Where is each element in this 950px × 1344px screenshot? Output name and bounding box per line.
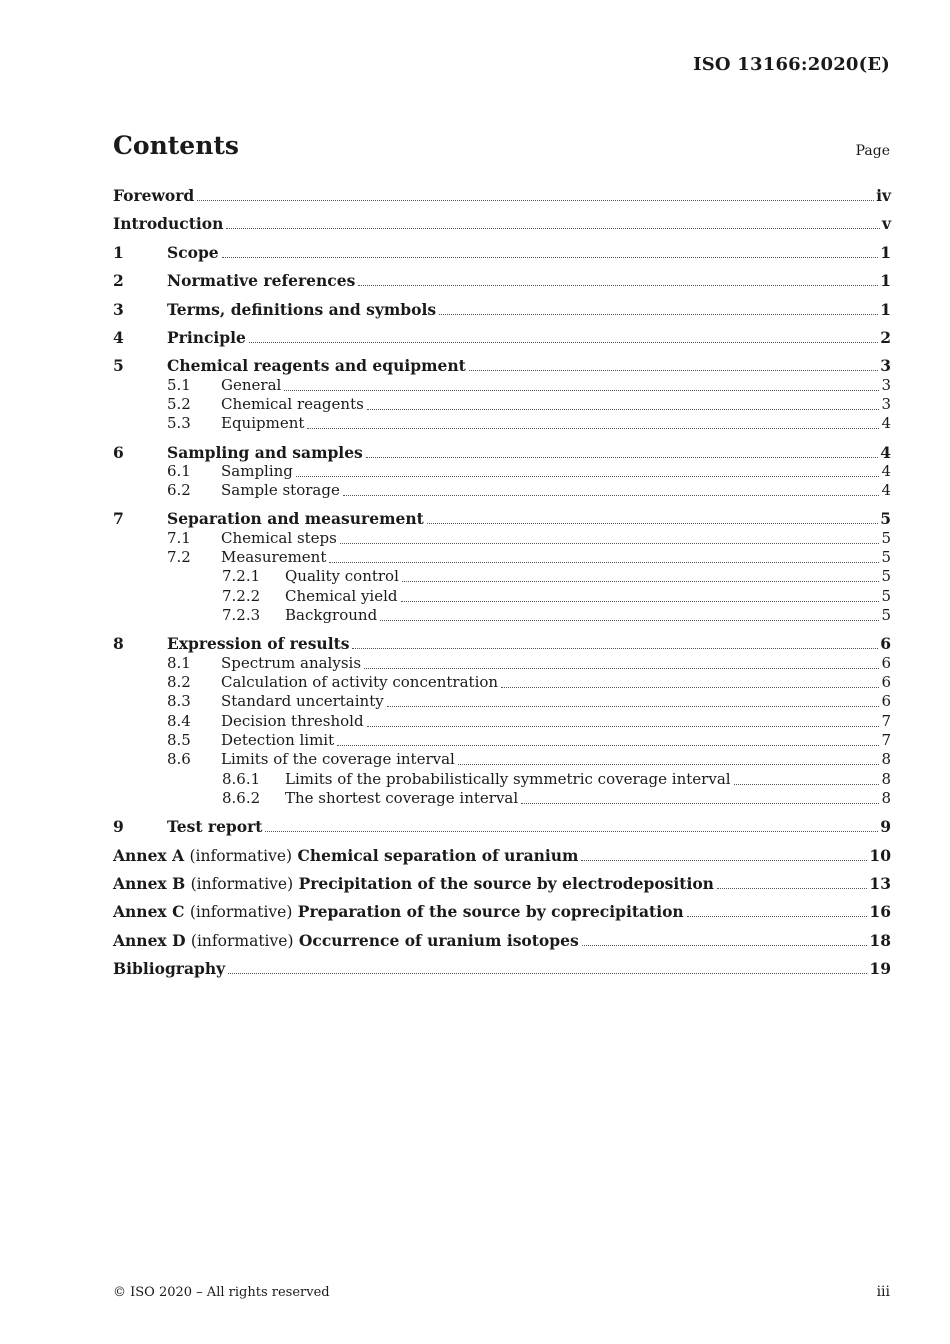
toc-annex-a[interactable]: Annex A (informative) Chemical separation of uranium 10 (113, 846, 891, 865)
toc-entry[interactable]: 5 Chemical reagents and equipment 3 (113, 356, 891, 375)
toc-entry-bibliography[interactable]: Bibliography 19 (113, 959, 891, 978)
dot-leader (427, 522, 878, 524)
dot-leader (687, 915, 868, 917)
dot-leader (402, 580, 880, 582)
toc-entry[interactable]: 4 Principle 2 (113, 328, 891, 347)
dot-leader (307, 427, 879, 429)
dot-leader (197, 199, 874, 201)
toc-subsubentry[interactable]: 7.2.1 Quality control 5 (222, 567, 891, 585)
dot-leader (337, 744, 879, 746)
dot-leader (352, 647, 878, 649)
toc-subentry[interactable]: 8.6 Limits of the coverage interval 8 (167, 750, 891, 768)
dot-leader (222, 256, 879, 258)
toc-annex-c[interactable]: Annex C (informative) Preparation of the source by coprecipitation 16 (113, 902, 891, 921)
dot-leader (582, 944, 868, 946)
toc-subentry[interactable]: 5.3 Equipment 4 (167, 414, 891, 432)
dot-leader (501, 686, 879, 688)
toc-subentry[interactable]: 7.2 Measurement 5 (167, 548, 891, 566)
dot-leader (581, 859, 867, 861)
dot-leader (265, 830, 878, 832)
toc-subentry[interactable]: 5.2 Chemical reagents 3 (167, 395, 891, 413)
toc-subsubentry[interactable]: 7.2.2 Chemical yield 5 (222, 587, 891, 605)
toc-entry[interactable]: 8 Expression of results 6 (113, 634, 891, 653)
footer-copyright: © ISO 2020 – All rights reserved (113, 1285, 330, 1300)
toc-subsubentry[interactable]: 8.6.2 The shortest coverage interval 8 (222, 789, 891, 807)
page-title: Contents (113, 131, 240, 160)
dot-leader (296, 475, 880, 477)
dot-leader (734, 783, 880, 785)
toc-subentry[interactable]: 8.3 Standard uncertainty 6 (167, 692, 891, 710)
dot-leader (358, 284, 878, 286)
toc-subentry[interactable]: 8.2 Calculation of activity concentration 6 (167, 673, 891, 691)
toc-entry-introduction[interactable]: Introduction v (113, 214, 891, 233)
toc-annex-d[interactable]: Annex D (informative) Occurrence of uranium isotopes 18 (113, 931, 891, 950)
dot-leader (366, 456, 878, 458)
dot-leader (284, 389, 879, 391)
toc-entry-foreword[interactable]: Foreword iv (113, 186, 891, 205)
toc-subentry[interactable]: 8.5 Detection limit 7 (167, 731, 891, 749)
toc-subentry[interactable]: 6.2 Sample storage 4 (167, 481, 891, 499)
dot-leader (469, 369, 878, 371)
footer-page-number: iii (876, 1284, 890, 1300)
toc-subsubentry[interactable]: 7.2.3 Background 5 (222, 606, 891, 624)
dot-leader (521, 802, 879, 804)
document-id: ISO 13166:2020(E) (693, 54, 890, 75)
dot-leader (343, 494, 880, 496)
dot-leader (367, 408, 880, 410)
toc-entry[interactable]: 7 Separation and measurement 5 (113, 509, 891, 528)
dot-leader (439, 313, 878, 315)
toc-entry[interactable]: 2 Normative references 1 (113, 271, 891, 290)
dot-leader (401, 600, 880, 602)
dot-leader (364, 667, 879, 669)
toc-subentry[interactable]: 8.1 Spectrum analysis 6 (167, 654, 891, 672)
toc-subentry[interactable]: 6.1 Sampling 4 (167, 462, 891, 480)
dot-leader (387, 705, 880, 707)
dot-leader (340, 542, 880, 544)
dot-leader (226, 227, 880, 229)
toc-subentry[interactable]: 5.1 General 3 (167, 376, 891, 394)
dot-leader (367, 725, 880, 727)
toc-subsubentry[interactable]: 8.6.1 Limits of the probabilistically symmetric coverage interval 8 (222, 770, 891, 788)
dot-leader (717, 887, 867, 889)
dot-leader (458, 763, 880, 765)
dot-leader (249, 341, 878, 343)
toc-entry[interactable]: 9 Test report 9 (113, 817, 891, 836)
toc-entry[interactable]: 3 Terms, definitions and symbols 1 (113, 300, 891, 319)
toc-annex-b[interactable]: Annex B (informative) Precipitation of the source by electrodeposition 13 (113, 874, 891, 893)
toc-subentry[interactable]: 7.1 Chemical steps 5 (167, 529, 891, 547)
page-column-label: Page (855, 143, 890, 159)
dot-leader (329, 561, 879, 563)
toc-entry[interactable]: 1 Scope 1 (113, 243, 891, 262)
dot-leader (380, 619, 879, 621)
toc-subentry[interactable]: 8.4 Decision threshold 7 (167, 712, 891, 730)
toc-entry[interactable]: 6 Sampling and samples 4 (113, 443, 891, 462)
dot-leader (228, 972, 867, 974)
